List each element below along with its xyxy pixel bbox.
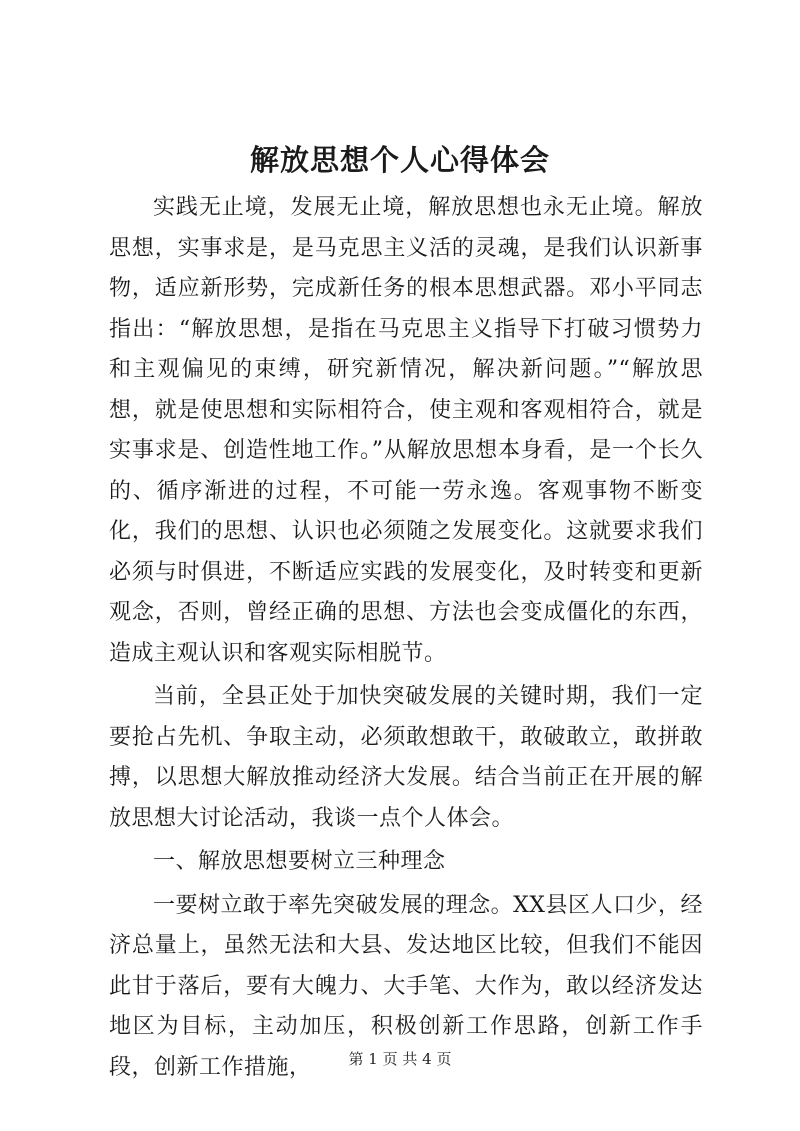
document-title: 解放思想个人心得体会	[249, 143, 550, 177]
paragraph: 一要树立敢于率先突破发展的理念。XX县区人口少，经济总量上，虽然无法和大县、发达地区比较，但我们不能因此甘于落后，要有大魄力、大手笔、大作为，敢以经济发达地区为目标，主动加压，积极创新工作思路，创新工作手段，创新工作措施，	[109, 892, 703, 1080]
paragraph: 实践无止境，发展无止境，解放思想也永无止境。解放思想，实事求是，是马克思主义活的灵魂，是我们认识新事物，适应新形势，完成新任务的根本思想武器。邓小平同志指出：“解放思想，是指在马克思主义指导下打破习惯势力和主观偏见的束缚，研究新情况，解决新问题。”“解放思想，就是使思想和实际相符合，使主观和客观相符合，就是实事求是、创造性地工作。”从解放思想本身看，是一个长久的、循序渐进的过程，不可能一劳永逸。客观事物不断变化，我们的思想、认识也必须随之发展变化。这就要求我们必须与时俱进，不断适应实践的发展变化，及时转变和更新观念，否则，曾经正确的思想、方法也会变成僵化的东西，造成主观认识和客观实际相脱节。	[109, 195, 703, 666]
paragraph: 当前，全县正处于加快突破发展的关键时期，我们一定要抢占先机、争取主动，必须敢想敢干，敢破敢立，敢拼敢搏，以思想大解放推动经济大发展。结合当前正在开展的解放思想大讨论活动，我谈一点个人体会。	[109, 684, 703, 831]
page-number-footer: 第 1 页 共 4 页	[348, 1050, 452, 1068]
section-heading: 一、解放思想要树立三种理念	[153, 849, 446, 874]
document-body	[109, 188, 703, 1088]
